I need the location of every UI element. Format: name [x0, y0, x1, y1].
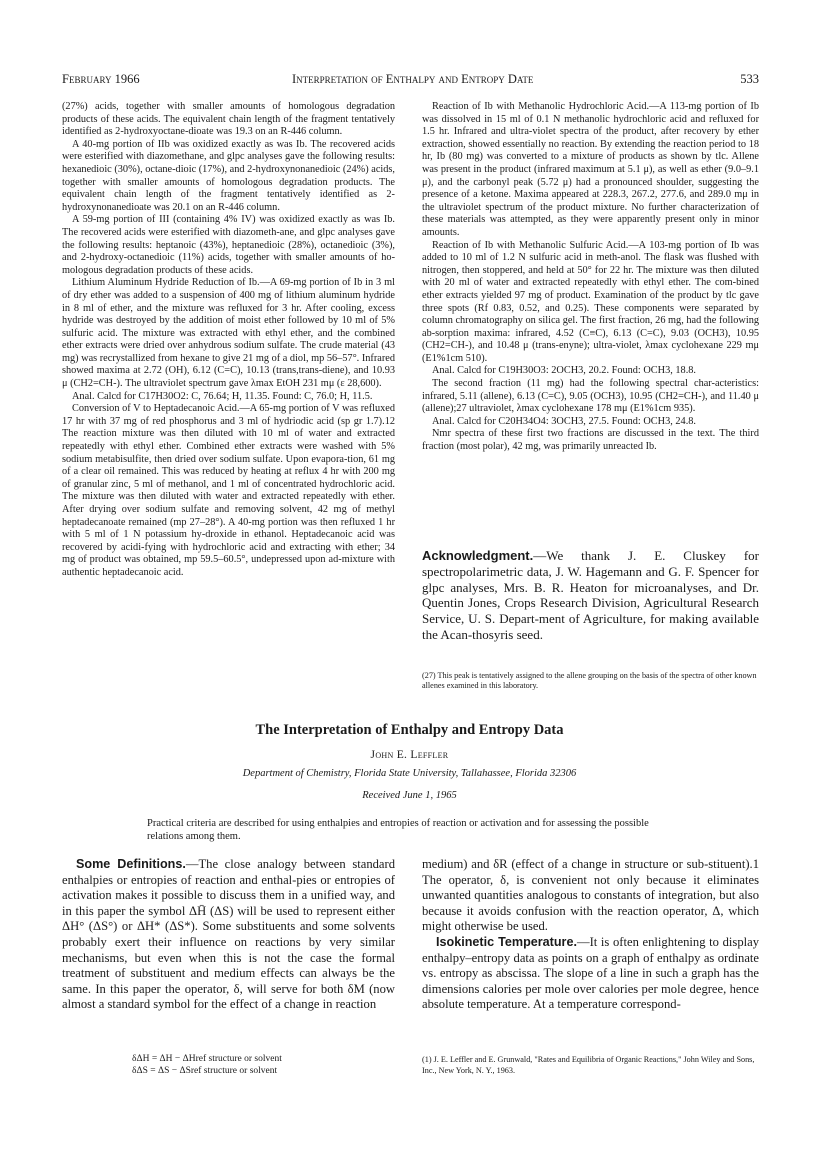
paragraph: Anal. Calcd for C19H30O3: 2OCH3, 20.2. Found: OCH3, 18.8.: [432, 365, 696, 377]
paragraph: The second fraction (11 mg) had the following spectral char-acteristics: infrared, 5.11 (allene), 6.13 (C=C), 9.05 (OCH3), 10.95 (CH2=CH-), and 11.40 μ (allene);27 ultraviolet, λmax cyclohexane 178 mμ (E1%1cm 935).: [422, 378, 759, 415]
equation: δΔH = ΔH − ΔHref structure or solvent: [132, 1054, 282, 1064]
paragraph: Reaction of Ib with Methanolic Sulfuric Acid.—A 103-mg portion of Ib was added to 10 ml of 1.2 N sulfuric acid in meth-anol. The flask was flushed with nitrogen, then stoppered, and held at 50° for 22 hr. The mixture was then diluted with 20 ml of water and extracted repeatedly with ethyl ether. The com-bined ether extracts yielded 97 mg of product. Examination of the product by tlc gave three spots (Rf 0.83, 0.52, and 0.25). These components were separated by column chromatography on silica gel. The first fraction, 26 mg, had the following ab-sorption maxima: infrared, 4.52 (C≡C), 6.13 (C=C), 9.03 (OCH3), 10.95 (CH2=CH-), and 10.48 μ (trans-enyne); ultra-violet, λmax cyclohexane 229 mμ (E1%1cm 510).: [422, 239, 759, 364]
paragraph: Anal. Calcd for C20H34O4: 3OCH3, 27.5. Found: OCH3, 24.8.: [432, 415, 696, 427]
footnote-1: (1) J. E. Leffler and E. Grunwald, "Rates and Equilibria of Organic Reactions," John Wiley and Sons, Inc., New York, N. Y., 1963.: [422, 1055, 755, 1075]
article-title: The Interpretation of Enthalpy and Entropy Data: [255, 722, 564, 738]
equations: [132, 1053, 282, 1077]
paragraph: Conversion of V to Heptadecanoic Acid.—A 65-mg portion of V was refluxed 17 hr with 37 mg of red phosphorus and 3 ml of hydriodic acid (sp gr 1.7).12 The reaction mixture was then diluted with 10 ml of water and extracted repeatedly with ethyl ether. Combined ether extracts were washed with 5% sodium metabisulfite, then dried over sodium sulfate. Upon evapora-tion, 61 mg of a clear oil remained. This was reduced by heating at reflux 4 hr with 200 mg of granular zinc, 5 ml of methanol, and 1 ml of concentrated hydrochloric acid. The mixture was then diluted with water and extracted repeatedly with ether. After drying over sodium sulfate and removing solvent, 42 mg of methyl heptadecanoate remained (mp 27–28°). A 40-mg portion was then refluxed 1 hr with 5 ml of 1 N potassium hy-droxide in ethanol. Heptadecanoic acid was recovered by acidi-fying with hydrochloric acid and extracting with ether; 34 mg of product was obtained, mp 59.5–60.5°, undepressed upon ad-mixture with authentic heptadecanoic acid.: [62, 403, 395, 578]
right-column: [422, 101, 759, 454]
acknowledgment: [422, 548, 759, 643]
footnote-27: (27) This peak is tentatively assigned to the allene grouping on the basis of the spectra of other known allenes examined in this laboratory.: [422, 671, 757, 690]
paragraph: Lithium Aluminum Hydride Reduction of Ib.—A 69-mg portion of Ib in 3 ml of dry ether was added to a suspension of 400 mg of lithium aluminum hydride in 8 ml of ether, and the mixture was refluxed for 3 hr. After cooling, excess hydride was destroyed by the addition of moist ether followed by 10 ml of 5% sulfuric acid. The mixture was extracted with ethyl ether, and the combined ether extracts were dried over anhydrous sodium sulfate. The crude material (43 mg) was recrystallized from hexane to give 21 mg of a diol, mp 56–57°. Infrared showed maxima at 2.72 (OH), 6.12 (C=C), 10.13 (trans,trans-diene), and 10.93 μ (CH2=CH-). The ultraviolet spectrum gave λmax EtOH 231 mμ (ε 28,600).: [62, 277, 395, 390]
paragraph: Nmr spectra of these first two fractions are discussed in the text. The third fraction (most polar), 42 mg, was primarily unreacted Ib.: [422, 428, 759, 453]
body-right-column: [422, 857, 759, 1013]
paragraph: A 59-mg portion of III (containing 4% IV) was oxidized exactly as was Ib. The recovered acids were esterified with diazometh-ane, and glpc analyses gave the following results: heptanoic (43%), heptanedioic (28%), octanedioic (3%), and 2-hydroxy-octanedioic (11%) acids, together with smaller amounts of ho-mologous degradation products of these acids.: [62, 214, 395, 276]
acknowledgment-heading: Acknowledgment.: [422, 548, 534, 563]
article-author: John E. Leffler: [370, 749, 449, 761]
paragraph: medium) and δR (effect of a change in structure or sub-stituent).1 The operator, δ, is convenient not only because it eliminates unwanted quantities analogous to constants of integration, but also because it avoids confusion with the reaction operator, Δ, which might otherwise be used.: [422, 857, 759, 934]
paragraph: Anal. Calcd for C17H30O2: C, 76.64; H, 11.35. Found: C, 76.0; H, 11.5.: [72, 390, 373, 402]
equation: δΔS = ΔS − ΔSref structure or solvent: [132, 1066, 278, 1076]
paragraph: [422, 935, 759, 1013]
received-date: Received June 1, 1965: [362, 790, 457, 801]
acknowledgment-text: —We thank J. E. Cluskey for spectropolarimetric data, J. W. Hagemann and G. F. Spencer for glpc analyses, Mrs. B. R. Heaton for microanalyses, and Dr. Quentin Jones, Crops Research Division, Agricultural Research Service, U. S. Depart-ment of Agriculture, for making available the Acan-thosyris seed.: [422, 548, 759, 642]
paragraph: Reaction of Ib with Methanolic Hydrochloric Acid.—A 113-mg portion of Ib was dissolved in 15 ml of 0.1 N methanolic hydrochloric acid and refluxed for 1.5 hr. Infrared and ultra-violet spectra of the product, after recovery by ether extraction, showed essentially no reaction. By extending the reaction period to 18 hr, Ib (80 mg) was converted to a mixture of products as shown by tlc. Allene was present in the product (infrared maximum at 5.1 μ), as well as ether (9.0–9.1 μ), and the carbonyl peak (5.72 μ) had a pronounced shoulder, suggesting the presence of a ketone. Maxima appeared at 228.3, 267.2, 277.6, and 289.0 mμ in the ultraviolet spectrum of the product mixture. No further characterization of these materials was attempted, as they were apparently present only in minor amounts.: [422, 101, 759, 238]
section-heading: Isokinetic Temperature.: [436, 934, 577, 949]
page-number: 533: [740, 72, 759, 86]
left-column: [62, 101, 395, 580]
paragraph: (27%) acids, together with smaller amounts of homologous degradation products of these acids. The equivalent chain length of the fragment tentatively identified as 2-hydroxyoctane-dioate was 19.3 on an R-446 column.: [62, 101, 395, 138]
paragraph-text: —It is often enlightening to display enthalpy–entropy data as points on a graph of enthalpy as ordinate vs. entropy as abscissa. The slope of a line in such a graph has the dimensions calories per mole over calories per mole degree, hence absolute temperature. At a temperature correspond-: [422, 934, 759, 1012]
paragraph-text: —The close analogy between standard enthalpies or entropies of reaction and enthal-pies or entropies of activation makes it possible to discuss them in a unified way, and in this paper the symbol ΔH̄ (ΔS) will be used to represent either ΔH° (ΔS°) or ΔH* (ΔS*). Some substituents and some solvents probably exert their influence on reactions by very similar mechanisms, but even when this is not the case the formal treatment of substituent and medium effects can always be the same. In this paper the operator, δ, will serve for both δM (now almost a standard symbol for the effect of a change in reaction: [62, 857, 395, 1012]
abstract: Practical criteria are described for using enthalpies and entropies of reaction or activation and for assessing the possible relations among them.: [147, 818, 649, 842]
paragraph: [62, 857, 395, 1013]
paragraph: A 40-mg portion of IIb was oxidized exactly as was Ib. The recovered acids were esterified with diazomethane, and glpc analyses gave the following results: hexanedioic (30%), octane-dioic (17%), and 2-hydroxynonanedioic (24%) acids, together with smaller amounts of homologous degradation products. The equivalent chain length of the fragment tentatively identified as 2-hydroxynonanedioate was 20.1 on an R-446 column.: [62, 138, 395, 213]
header-date: February 1966: [62, 72, 140, 86]
header-title: Interpretation of Enthalpy and Entropy Date: [292, 72, 534, 86]
article-affiliation: Department of Chemistry, Florida State University, Tallahassee, Florida 32306: [242, 768, 577, 779]
body-left-column: [62, 857, 395, 1013]
section-heading: Some Definitions.: [76, 857, 186, 871]
